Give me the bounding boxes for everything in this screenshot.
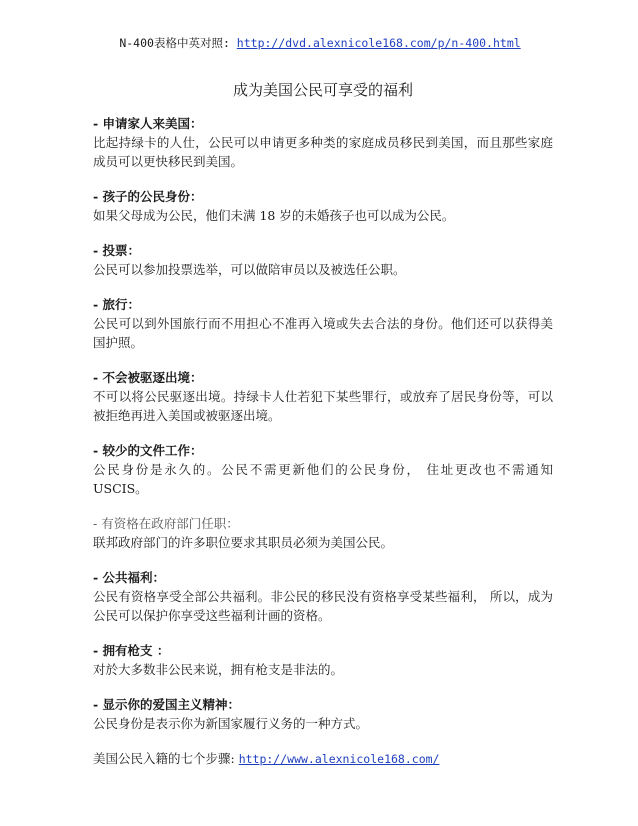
page-title: 成为美国公民可享受的福利 — [232, 81, 413, 99]
benefits-list — [93, 114, 553, 733]
benefit-children — [93, 187, 553, 225]
footer-link[interactable]: http://www.alexnicole168.com/ — [238, 752, 440, 766]
section-heading: - 较少的文件工作： — [93, 443, 203, 458]
section-heading: - 申请家人来美国： — [93, 116, 203, 131]
section-body: 公民有资格享受全部公共福利。非公民的移民没有资格享受某些福利， 所以，成为公民可以保护你享受这些福利计画的资格。 — [93, 589, 553, 623]
footer-prefix: 美国公民入籍的七个步骤: — [93, 751, 239, 766]
header-link[interactable]: http://dvd.alexnicole168.com/p/n-400.html — [236, 36, 521, 50]
benefit-firearms — [93, 641, 553, 679]
section-heading: - 旅行： — [93, 297, 141, 312]
benefit-public-welfare — [93, 568, 553, 625]
header-prefix: N-400表格中英对照: — [119, 36, 237, 50]
section-heading: - 不会被驱逐出境： — [93, 370, 203, 385]
benefit-voting — [93, 241, 553, 279]
benefit-less-paperwork — [93, 441, 553, 498]
section-heading: - 拥有枪支 ： — [93, 643, 170, 658]
document-page — [93, 34, 553, 769]
benefit-government-jobs — [93, 514, 553, 552]
benefit-no-deportation — [93, 368, 553, 425]
section-body: 公民可以到外国旅行而不用担心不准再入境或失去合法的身份。他们还可以获得美国护照。 — [93, 316, 553, 350]
section-heading: - 投票： — [93, 243, 141, 258]
section-heading: - 孩子的公民身份： — [93, 189, 203, 204]
section-heading: - 显示你的爱国主义精神： — [93, 697, 241, 712]
page-footer — [93, 749, 553, 769]
section-heading: - 公共福利： — [93, 570, 166, 585]
section-body: 不可以将公民驱逐出境。持绿卡人仕若犯下某些罪行，或放弃了居民身份等，可以被拒绝再进入美国或被驱逐出境。 — [93, 389, 553, 423]
section-body: 对於大多数非公民来说，拥有枪支是非法的。 — [93, 662, 344, 677]
benefit-family — [93, 114, 553, 171]
benefit-patriotism — [93, 695, 553, 733]
section-body: 如果父母成为公民，他们未满 18 岁的未婚孩子也可以成为公民。 — [93, 208, 455, 223]
benefit-travel — [93, 295, 553, 352]
section-body: 公民可以参加投票选举，可以做陪审员以及被选任公职。 — [93, 262, 406, 277]
section-body: 联邦政府部门的许多职位要求其职员必须为美国公民。 — [93, 535, 394, 550]
section-body: 公民身份是表示你为新国家履行义务的一种方式。 — [93, 716, 369, 731]
section-body: 公民身份是永久的。公民不需更新他们的公民身份， 住址更改也不需通知 USCIS。 — [93, 462, 553, 496]
section-heading: - 有资格在政府部门任职： — [93, 516, 239, 531]
page-header — [87, 34, 553, 52]
section-body: 比起持绿卡的人仕，公民可以申请更多种类的家庭成员移民到美国，而且那些家庭成员可以更快移民到美国。 — [93, 135, 553, 169]
